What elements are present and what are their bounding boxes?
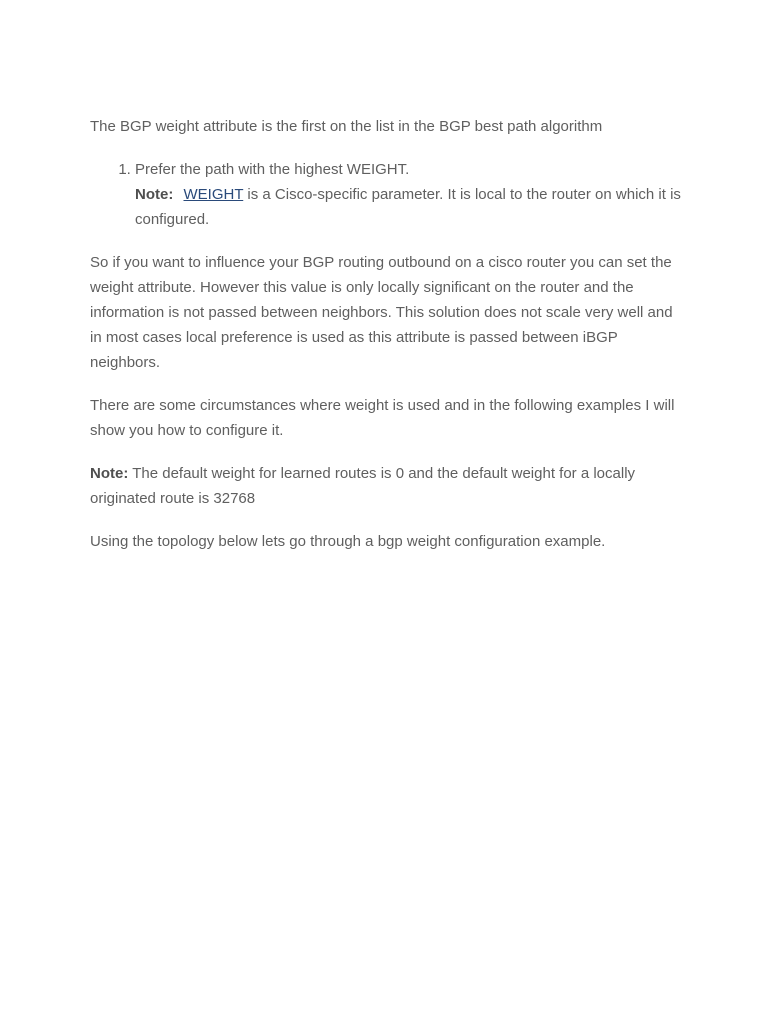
influence-paragraph: So if you want to influence your BGP routing outbound on a cisco router you can set the weight attribute. However this value is only locally significant on the router and the information is not passed between neighbors. This solution does not scale very well and in most cases local preference is used as this attribute is passed between iBGP neighbors. — [90, 254, 673, 371]
list-item-text: Prefer the path with the highest WEIGHT. — [135, 161, 410, 178]
topology-paragraph: Using the topology below lets go through a bgp weight configuration example. — [90, 533, 606, 550]
default-weight-note — [90, 461, 686, 511]
best-path-list — [90, 157, 686, 232]
weight-link[interactable]: WEIGHT — [183, 186, 244, 203]
intro-paragraph: The BGP weight attribute is the first on the list in the BGP best path algorithm — [90, 118, 603, 135]
circumstances-paragraph: There are some circumstances where weight is used and in the following examples I will show you how to configure it. — [90, 397, 675, 439]
note-label: Note: — [90, 465, 129, 482]
list-item — [135, 157, 686, 232]
article-body — [90, 114, 686, 572]
note-text: The default weight for learned routes is 0 and the default weight for a locally originated route is 32768 — [90, 465, 636, 507]
note-text: is a Cisco-specific parameter. It is local to the router on which it is configured. — [135, 186, 681, 228]
note-label: Note: — [135, 186, 174, 203]
